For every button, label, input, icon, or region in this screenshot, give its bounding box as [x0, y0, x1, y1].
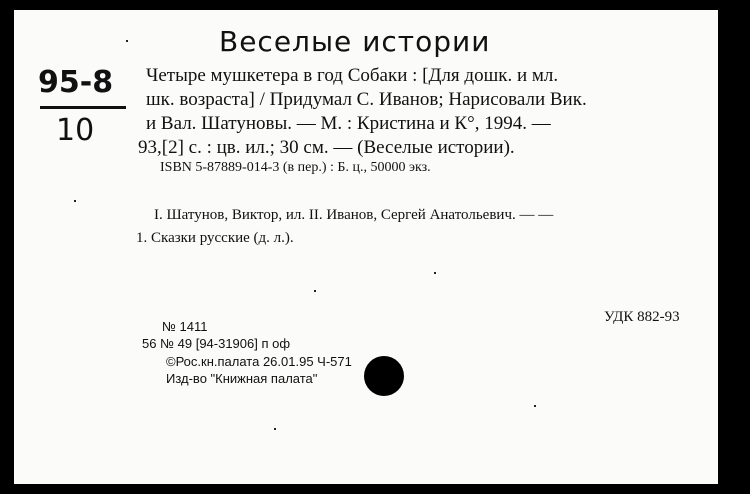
record-line-3: и Вал. Шатуновы. — М. : Кристина и К°, 1994. — [146, 113, 551, 134]
record-line-1: Четыре мушкетера в год Собаки : [Для дошк. и мл. [146, 65, 559, 86]
footer-order: 56 № 49 [94-31906] п оф [142, 336, 291, 351]
tracings-persons: I. Шатунов, Виктор, ил. II. Иванов, Сергей Анатольевич. — — [154, 207, 554, 223]
handwritten-shelf-code-bottom: 10 [56, 113, 95, 148]
footer-chamber: ©Рос.кн.палата 26.01.95 Ч-571 [166, 354, 352, 369]
speck-5 [434, 272, 436, 274]
isbn-line: ISBN 5-87889-014-3 (в пер.) : Б. ц., 50000 экз. [160, 160, 431, 175]
speck-6 [274, 428, 276, 430]
shelf-code-divider [40, 106, 126, 109]
speck-3 [314, 290, 316, 292]
ink-stamp-dot [364, 356, 404, 396]
footer-number: № 1411 [162, 319, 208, 334]
speck-2 [74, 200, 76, 202]
handwritten-shelf-code-top: 95-8 [38, 65, 114, 100]
catalog-card [14, 10, 718, 484]
tracings-subject: 1. Сказки русские (д. л.). [136, 230, 294, 246]
handwritten-series-title: Веселые истории [219, 25, 491, 58]
udk-code: УДК 882-93 [604, 309, 680, 325]
speck-1 [126, 40, 128, 42]
record-line-2: шк. возраста] / Придумал С. Иванов; Нарисовали Вик. [146, 89, 587, 110]
record-line-4: 93,[2] с. : цв. ил.; 30 см. — (Веселые истории). [138, 137, 515, 158]
footer-publisher: Изд-во "Книжная палата" [166, 371, 318, 386]
speck-4 [534, 405, 536, 407]
